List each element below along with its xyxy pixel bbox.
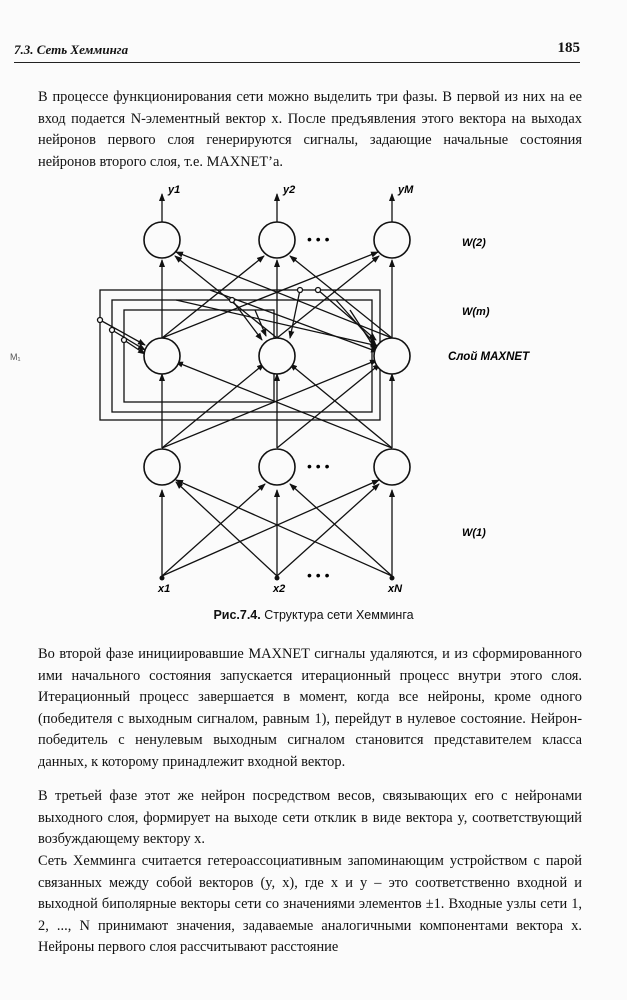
input-label-n: xN [388,583,403,595]
paragraph-1: В процессе функционирования сети можно выделить три фазы. В первой из них на ее вход подается N-элементный вектор x. После предъявления этого вектора на выходах нейронов первого слоя генерируются сигналы, задающие начальные состояния нейронов второго слоя, т.е. MAXNET’a. [38,89,582,170]
maxnet-neuron-2 [259,338,295,374]
output-neuron-m [374,222,410,258]
ellipsis-layer1: • • • [307,458,330,474]
output-neuron-2 [259,222,295,258]
weight-label-w1: W(1) [462,527,486,539]
hamming-network-figure [0,180,627,600]
paragraph-4: Сеть Хемминга считается гетероассоциативным запоминающим устройством с парой связанных между собой векторов (y, x), где x и y – это соответственно входной и выходной биполярные векторы сети со значениями элементов ±1. Входные узлы сети 1, 2, ..., N принимают значения, задаваемые аналогичными компонентами вектора x. Нейроны первого слоя рассчитывают расстояние [38,853,582,955]
section-title: 7.3. Сеть Хемминга [14,42,129,57]
caption-prefix: Рис.7.4. [213,608,261,622]
input-node-1 [160,576,165,581]
caption-text: Структура сети Хемминга [264,608,414,622]
wm-feedback-connections [100,290,380,420]
paragraph-3: В третьей фазе этот же нейрон посредством весов, связывающих его с нейронами выходного слоя, формирует на выходе сети отклик в виде вектора y, соответствующий возбуждающему вектору x. [38,788,582,847]
page-number: 185 [557,40,580,56]
margin-mark: M₁ [10,352,21,362]
layer1-neuron-m [374,449,410,485]
weight-label-w2: W(2) [462,237,486,249]
layer1-neuron-1 [144,449,180,485]
maxnet-layer-label: Слой MAXNET [448,351,530,363]
input-connections [162,480,392,576]
maxnet-neuron-m [374,338,410,374]
ellipsis-outputs: • • • [307,231,330,247]
output-neuron-1 [144,222,180,258]
page-header [14,40,580,63]
figure-caption [0,608,627,622]
paragraph-2: Во второй фазе инициировавшие MAXNET сигналы удаляются, и из сформированного ими начального состояния запускается итерационный процесс внутри этого слоя. Итерационный процесс завершается в момент, когда все нейроны, кроме одного (победителя с выходным сигналом, равным 1), перейдут в нулевое состояние. Нейрон-победитель с ненулевым выходным сигналом становится представителем класса данных, к которому принадлежит входной вектор. [38,646,582,770]
maxnet-neuron-1 [144,338,180,374]
input-node-2 [275,576,280,581]
input-label-1: x1 [158,583,171,595]
output-label-m: yM [398,184,414,196]
input-label-2: x2 [273,583,286,595]
input-node-n [390,576,395,581]
layer1-neuron-2 [259,449,295,485]
weight-label-wm: W(m) [462,306,490,318]
output-label-1: y1 [168,184,181,196]
output-label-2: y2 [283,184,296,196]
ellipsis-inputs: • • • [307,567,330,583]
